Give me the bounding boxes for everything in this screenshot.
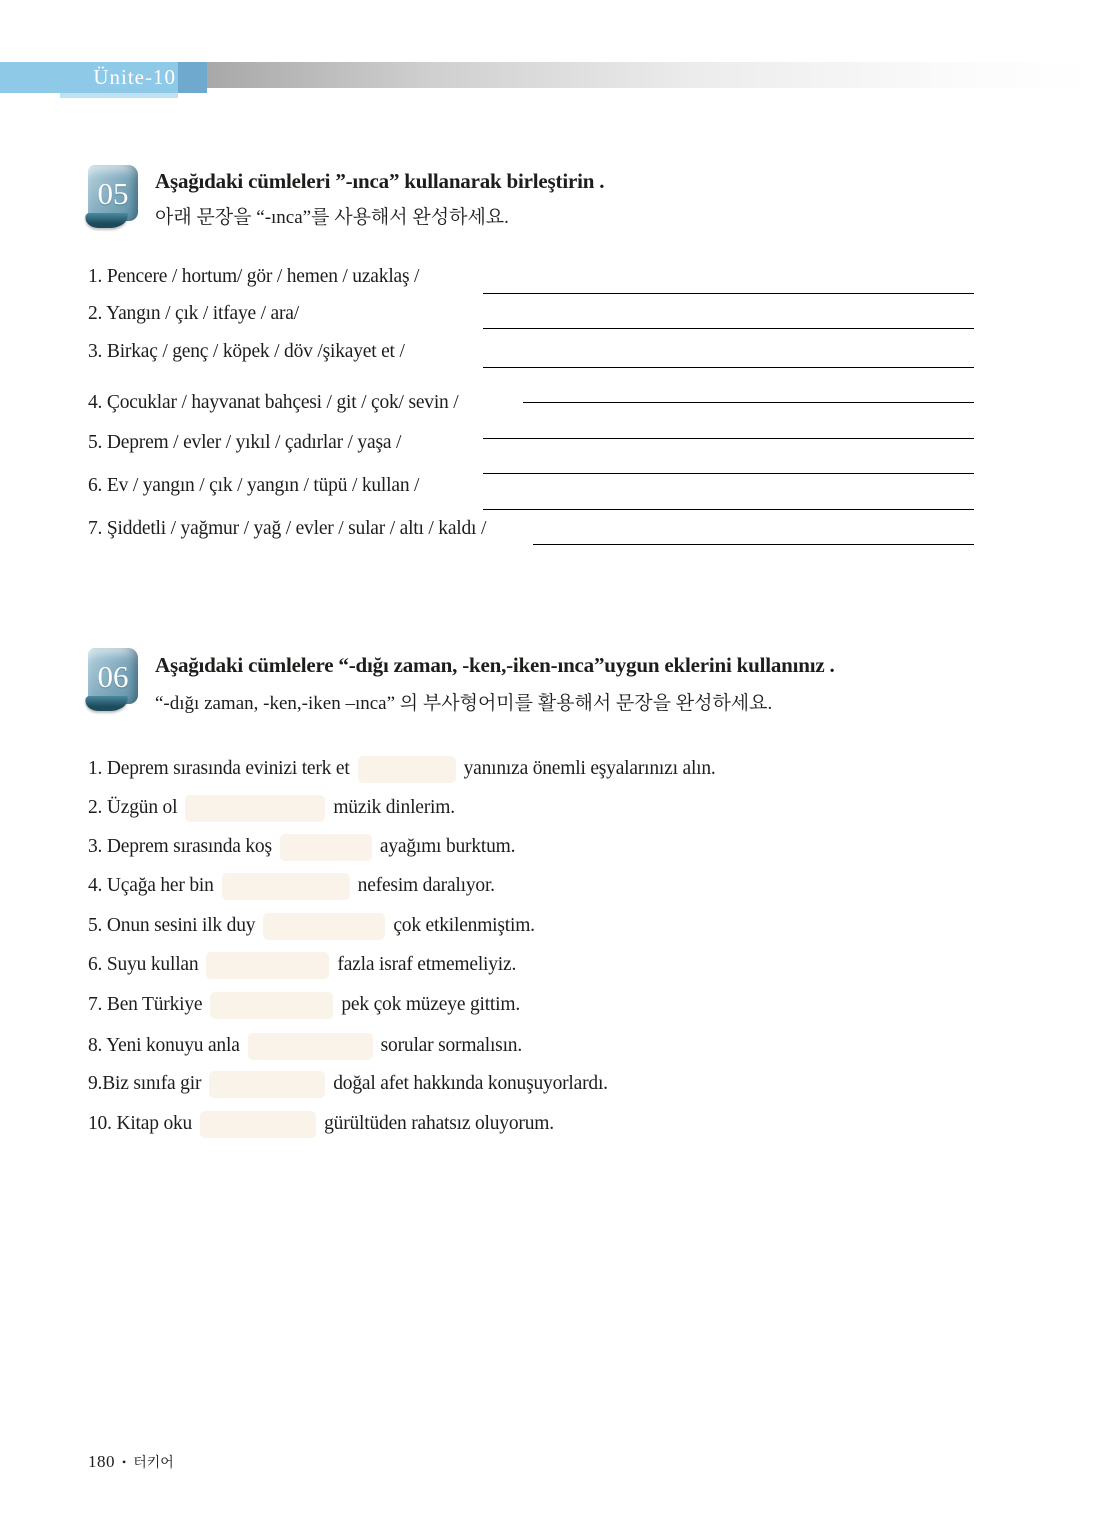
answer-line: [483, 328, 974, 329]
answer-line: [483, 367, 974, 368]
exercise-06-item: [88, 793, 455, 823]
item-text-before: 5. Onun sesini ilk duy: [88, 915, 256, 936]
exercise-05-item: 1. Pencere / hortum/ gör / hemen / uzaklaş /: [88, 266, 420, 287]
unit-header-bar: [0, 62, 1093, 98]
answer-line: [483, 293, 974, 294]
unit-label-bar: [0, 62, 178, 93]
exercise-05-item: 4. Çocuklar / hayvanat bahçesi / git / çok/ sevin /: [88, 392, 459, 413]
unit-label: Ünite-10: [93, 65, 176, 89]
item-text-before: 9.Biz sınıfa gir: [88, 1073, 202, 1094]
answer-line: [523, 402, 974, 403]
book-title: 터키어: [133, 1455, 174, 1471]
exercise-05-item: 3. Birkaç / genç / köpek / döv /şikayet et /: [88, 341, 405, 362]
answer-blank: [248, 1033, 373, 1060]
answer-blank: [209, 1071, 325, 1098]
exercise-05-title-turkish: Aşağıdaki cümleleri ”-ınca” kullanarak birleştirin .: [155, 169, 605, 193]
exercise-05-number: 05: [97, 175, 129, 211]
item-text-after: yanınıza önemli eşyalarınızı alın.: [463, 758, 716, 779]
item-text-after: fazla israf etmemeliyiz.: [337, 954, 517, 975]
exercise-06-number: 06: [97, 658, 129, 694]
item-text-before: 6. Suyu kullan: [88, 954, 199, 975]
item-text-before: 1. Deprem sırasında evinizi terk et: [88, 758, 350, 779]
item-text-before: 2. Üzgün ol: [88, 797, 178, 818]
answer-blank: [263, 913, 385, 940]
answer-line: [483, 473, 974, 474]
answer-line: [483, 438, 974, 439]
item-text-before: 8. Yeni konuyu anla: [88, 1035, 240, 1056]
exercise-06-item: [88, 990, 520, 1020]
exercise-05-item: 6. Ev / yangın / çık / yangın / tüpü / kullan /: [88, 475, 420, 496]
exercise-06-item: [88, 754, 716, 784]
exercise-05-item: 5. Deprem / evler / yıkıl / çadırlar / yaşa /: [88, 432, 402, 453]
exercise-06-item: [88, 871, 495, 901]
unit-bar-gradient: [207, 62, 1093, 88]
page-footer: [88, 1452, 174, 1472]
answer-blank: [185, 795, 325, 822]
unit-bar-tab: [60, 93, 178, 98]
exercise-06-item: [88, 911, 535, 941]
item-text-after: ayağımı burktum.: [379, 836, 516, 857]
item-text-after: çok etkilenmiştim.: [393, 915, 535, 936]
exercise-05-badge: [88, 165, 138, 221]
footer-separator: •: [122, 1454, 127, 1469]
exercise-06-item: [88, 1109, 554, 1139]
exercise-05-item: 2. Yangın / çık / itfaye / ara/: [88, 303, 299, 324]
item-text-after: müzik dinlerim.: [333, 797, 455, 818]
answer-blank: [280, 834, 372, 861]
item-text-before: 4. Uçağa her bin: [88, 875, 214, 896]
answer-blank: [222, 873, 350, 900]
item-text-before: 7. Ben Türkiye: [88, 994, 203, 1015]
exercise-05-item: 7. Şiddetli / yağmur / yağ / evler / sular / altı / kaldı /: [88, 518, 487, 539]
answer-blank: [206, 952, 329, 979]
answer-blank: [210, 992, 333, 1019]
item-text-before: 10. Kitap oku: [88, 1113, 193, 1134]
unit-bar-accent: [178, 62, 207, 93]
exercise-06-item: [88, 950, 516, 980]
exercise-06-item: [88, 1069, 608, 1099]
item-text-after: pek çok müzeye gittim.: [341, 994, 521, 1015]
answer-line: [533, 544, 974, 545]
page-number: 180: [88, 1452, 115, 1471]
answer-line: [483, 509, 974, 510]
exercise-06-title-turkish: Aşağıdaki cümlelere “-dığı zaman, -ken,-iken-ınca”uygun eklerini kullanınız .: [155, 653, 835, 677]
item-text-after: doğal afet hakkında konuşuyorlardı.: [333, 1073, 608, 1094]
item-text-before: 3. Deprem sırasında koş: [88, 836, 272, 857]
exercise-06-item: [88, 832, 515, 862]
exercise-06-item: [88, 1031, 522, 1061]
item-text-after: nefesim daralıyor.: [357, 875, 495, 896]
item-text-after: sorular sormalısın.: [380, 1035, 523, 1056]
exercise-06-badge: [88, 648, 138, 704]
answer-blank: [358, 756, 456, 783]
exercise-06-title-korean: “-dığı zaman, -ken,-iken –ınca” 의 부사형어미를 활용해서 문장을 완성하세요.: [155, 693, 773, 714]
exercise-05-title-korean: 아래 문장을 “-ınca”를 사용해서 완성하세요.: [155, 207, 509, 228]
item-text-after: gürültüden rahatsız oluyorum.: [324, 1113, 554, 1134]
answer-blank: [200, 1111, 316, 1138]
